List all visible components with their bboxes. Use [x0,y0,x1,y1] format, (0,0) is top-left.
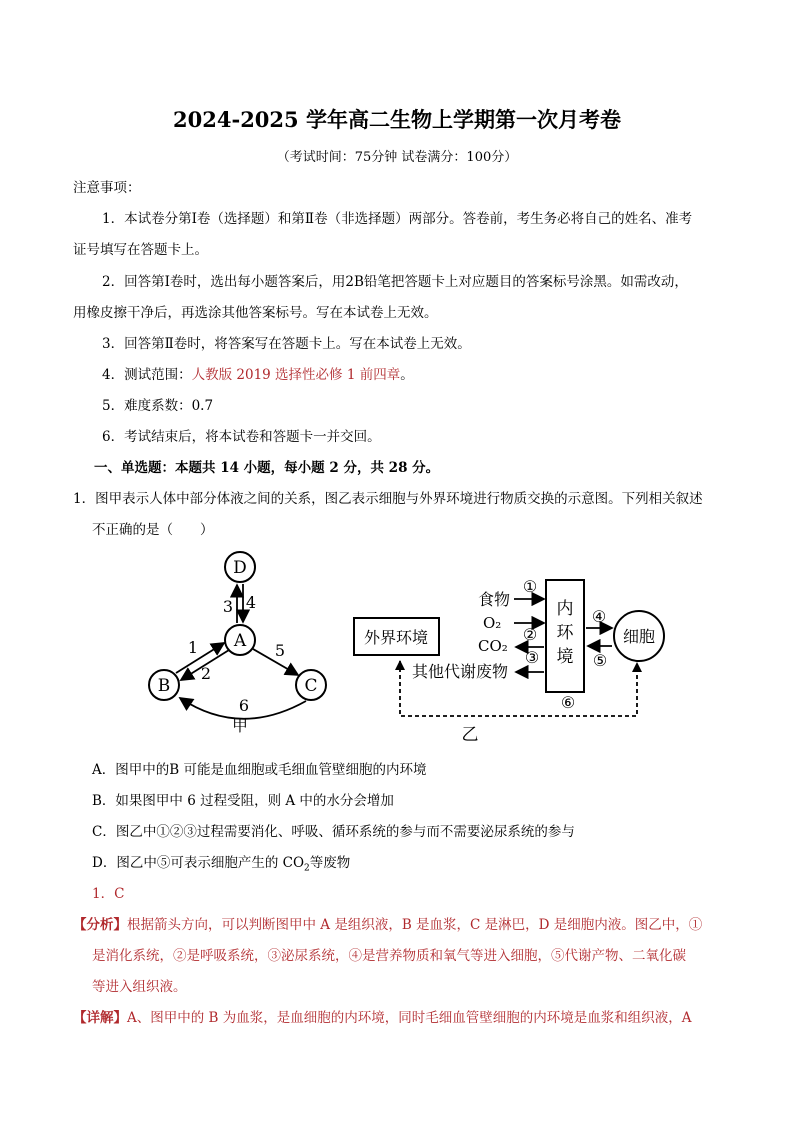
figure-yi-caption: 乙 [461,725,479,745]
mark-6: ⑥ [560,693,576,712]
o2-label: O₂ [483,614,502,632]
note-4-suffix: 。 [400,367,414,383]
analysis-line-2: 是消化系统，②是呼吸系统，③泌尿系统，④是营养物质和氧气等进入细胞，⑤代谢产物、二氧化碳 [92,948,686,964]
page-title: 2024-2025 学年高二生物上学期第一次月考卷 [173,107,621,132]
node-a-label: A [233,631,247,651]
node-d-label: D [233,558,247,578]
cell-label: 细胞 [622,627,656,646]
note-3: 3．回答第Ⅱ卷时，将答案写在答题卡上。写在本试卷上无效。 [102,336,471,352]
analysis-text-1: 根据箭头方向，可以判断图甲中 A 是组织液，B 是血浆，C 是淋巴，D 是细胞内液。图乙中，① [127,917,703,933]
mark-3: ③ [524,648,540,667]
note-4 [102,363,414,383]
section-heading: 一、单选题：本题共 14 小题，每小题 2 分，共 28 分。 [94,460,440,476]
edge-5-label: 5 [274,641,286,660]
detail-text-1: A、图甲中的 B 为血浆，是血细胞的内环境，同时毛细血管壁细胞的内环境是血浆和组织液，A [127,1010,692,1026]
co2-label: CO₂ [478,637,508,655]
figure-yi [350,568,680,748]
note-6: 6．考试结束后，将本试卷和答题卡一并交回。 [102,429,381,445]
internal-env-char-2: 环 [556,623,574,643]
option-a: A．图甲中的B 可能是血细胞或毛细血管壁细胞的内环境 [92,762,427,778]
outside-env-label: 外界环境 [363,628,429,647]
note-4-prefix: 4．测试范围： [102,367,192,383]
option-d-pre: D．图乙中⑤可表示细胞产生的 CO [92,855,305,871]
option-d-post: 等废物 [309,855,351,871]
note-5: 5．难度系数：0.7 [102,398,214,414]
dashed-arrowhead-right [632,662,642,672]
figure-jia-caption: 甲 [231,716,249,735]
option-d [92,851,350,874]
question-stem-b: 不正确的是（ ） [92,522,214,538]
internal-env-char-3: 境 [556,647,574,667]
answer-label: 1．C [92,886,125,902]
internal-env-char-1: 内 [556,599,574,619]
option-b: B．如果图甲中 6 过程受阻，则 A 中的水分会增加 [92,793,394,809]
option-d-sub: 2 [304,863,310,874]
mark-1: ① [522,577,538,596]
question-stem-a: 1．图甲表示人体中部分体液之间的关系，图乙表示细胞与外界环境进行物质交换的示意图。下列相关叙述 [73,491,703,507]
detail-line-1 [73,1006,692,1026]
food-label: 食物 [478,590,511,609]
exam-info: （考试时间：75分钟 试卷满分：100分） [276,150,518,165]
mark-5: ⑤ [592,651,608,670]
note-2-line-a: 2．回答第Ⅰ卷时，选出每小题答案后，用2B铅笔把答题卡上对应题目的答案标号涂黑。如需改动， [102,274,688,290]
detail-tag: 【详解】 [73,1010,127,1026]
option-c: C．图乙中①②③过程需要消化、呼吸、循环系统的参与而不需要泌尿系统的参与 [92,824,575,840]
analysis-tag: 【分析】 [73,917,127,933]
node-b-label: B [157,676,171,696]
waste-label: 其他代谢废物 [412,662,509,681]
node-c-label: C [304,676,318,696]
note-1-line-b: 证号填写在答题卡上。 [73,242,208,258]
edge-3-label: 3 [222,597,234,616]
edge-1-label: 1 [187,638,199,657]
edge-2-label: 2 [200,664,212,683]
notice-heading: 注意事项： [73,180,141,196]
edge-6-label: 6 [238,696,250,715]
figure-jia [140,548,340,738]
dashed-arrowhead-left [395,660,405,670]
note-2-line-b: 用橡皮擦干净后，再选涂其他答案标号。写在本试卷上无效。 [73,305,438,321]
edge-4-label: 4 [245,593,257,612]
analysis-line-3: 等进入组织液。 [92,979,187,995]
note-4-scope: 人教版 2019 选择性必修 1 前四章 [191,367,401,383]
note-1-line-a: 1．本试卷分第Ⅰ卷（选择题）和第Ⅱ卷（非选择题）两部分。答卷前，考生务必将自己的姓名、准考 [102,211,693,227]
analysis-line-1 [73,913,702,933]
mark-4: ④ [591,607,607,626]
mark-2: ② [522,625,538,644]
